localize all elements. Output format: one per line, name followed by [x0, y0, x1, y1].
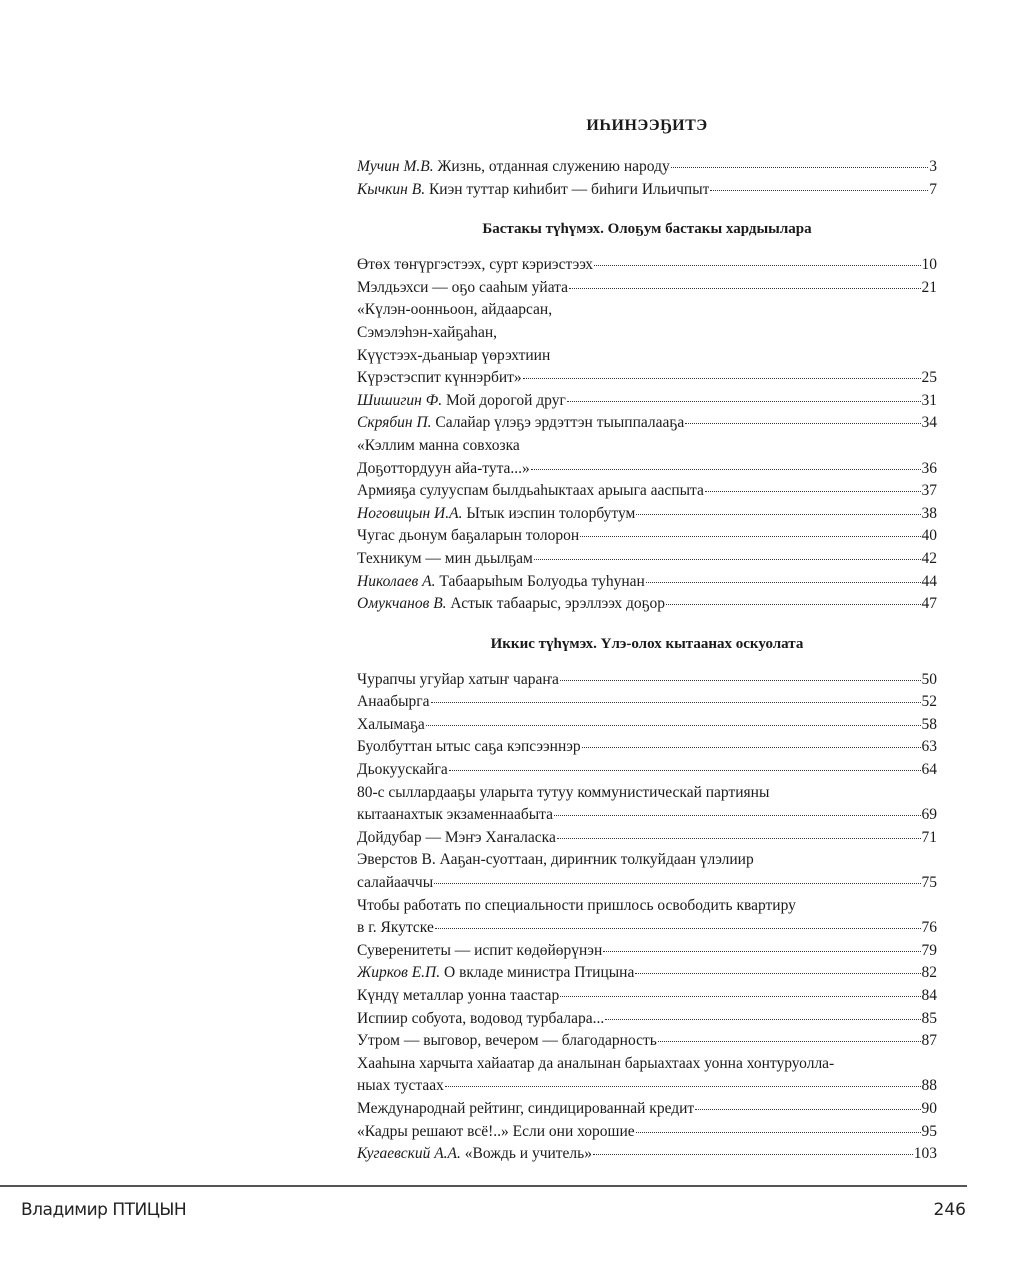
- dot-leader: [435, 928, 921, 929]
- toc-entry-text: [357, 390, 566, 413]
- toc-entry[interactable]: [357, 503, 937, 526]
- toc-entry-row: [357, 985, 937, 1008]
- toc-entry-line-text: Ааҕан-суоттаан, дириҥник толкуйдаан үлэлиир: [439, 851, 754, 869]
- toc-entry-text: [357, 1008, 604, 1031]
- dot-leader: [560, 996, 920, 997]
- dot-leader: [431, 702, 921, 703]
- toc-entry-row: [357, 872, 937, 895]
- toc-entry-author: Кугаевский А.А.: [357, 1145, 461, 1163]
- toc-entry-row: [357, 714, 937, 737]
- toc-entry-text: [357, 480, 704, 503]
- toc-entry-text: [357, 759, 448, 782]
- toc-entry-row: [357, 179, 937, 202]
- toc-entry-page: 44: [921, 572, 937, 590]
- dot-leader: [605, 1019, 920, 1020]
- toc-entry-title: кытаанахтык экзаменнаабыта: [357, 806, 553, 824]
- toc-entry-row: [357, 691, 937, 714]
- toc-entry-row: [357, 571, 937, 594]
- toc-entry-author: Эверстов В.: [357, 851, 436, 869]
- toc-entry-text: [357, 254, 593, 277]
- toc-entry[interactable]: [357, 962, 937, 985]
- toc-entry-author: Омукчанов В.: [357, 595, 447, 613]
- toc-entry-text: [357, 669, 559, 692]
- toc-entry-row: [357, 917, 937, 940]
- toc-entry-text: [357, 736, 581, 759]
- toc-entry-title: в г. Якутске: [357, 919, 434, 937]
- dot-leader: [580, 536, 920, 537]
- toc-entry-title: Дьокуускайга: [357, 761, 448, 779]
- toc-entry-title: Ытык иэспин толорбутум: [466, 504, 636, 522]
- toc-entry-row: [357, 1030, 937, 1053]
- dot-leader: [434, 883, 920, 884]
- toc-entry-title: Мэлдьэхси — оҕо сааһым уйата: [357, 278, 569, 296]
- toc-entry-page: 3: [929, 158, 937, 175]
- toc-entry-page: 34: [921, 414, 937, 432]
- toc-entry-row: [357, 940, 937, 963]
- toc-entry-text: [357, 503, 635, 526]
- toc-entry-text: [357, 458, 530, 481]
- toc-entry-title: Армияҕа сулууспам былдьаһыктаах арыыга ааспыта: [357, 482, 704, 500]
- toc-entry-text: [357, 525, 579, 548]
- toc-entry-page: 85: [921, 1009, 937, 1027]
- section-title: Иккис түһүмэх. Үлэ-олох кытаанах оскуолата: [490, 635, 804, 652]
- toc-entry-title: Испиир собуота, водовод турбалара...: [357, 1009, 605, 1027]
- toc-entry-line-text: Чтобы работать по специальности пришлось освободить квартиру: [357, 896, 796, 914]
- toc-entry-text: [357, 917, 434, 940]
- toc-entry-author: Шишигин Ф.: [357, 391, 443, 409]
- toc-entry-text: [357, 277, 568, 300]
- dot-leader: [569, 288, 920, 289]
- toc-entry-text: [357, 571, 645, 594]
- toc-entry[interactable]: [357, 277, 937, 300]
- toc-entry-page: 31: [921, 391, 937, 409]
- footer-author: Владимир ПТИЦЫН: [21, 1200, 187, 1220]
- toc-sections: [357, 218, 937, 1166]
- toc-entry-page: 87: [921, 1032, 937, 1050]
- toc-entry-title: Күрэстэспит күннэрбит»: [357, 369, 522, 387]
- toc-entry[interactable]: [357, 1053, 937, 1098]
- toc-entry[interactable]: [357, 435, 937, 480]
- toc-entry-page: 95: [921, 1122, 937, 1140]
- toc-entry-text: [357, 548, 533, 571]
- table-of-contents: [357, 112, 937, 1166]
- toc-entry[interactable]: [357, 1121, 937, 1144]
- toc-entry-text: [357, 367, 522, 390]
- toc-entry-title: Киэн туттар киһибит — биһиги Ильичпыт: [428, 180, 710, 198]
- toc-entry-row: [357, 412, 937, 435]
- toc-entry-row: [357, 759, 937, 782]
- dot-leader: [594, 265, 920, 266]
- toc-entry-page: 42: [921, 549, 937, 567]
- toc-entry-line-text: Хааһына харчыта хайаатар да аналынан барыахтаах уонна хонтуруолла-: [357, 1054, 835, 1072]
- dot-leader: [531, 469, 921, 470]
- dot-leader: [557, 838, 921, 839]
- toc-entry-page: 58: [921, 715, 937, 733]
- toc-entry-title: О вкладе министра Птицына: [444, 964, 635, 982]
- toc-entry-row: [357, 548, 937, 571]
- toc-entry-title: Анаабырга: [357, 693, 430, 711]
- toc-entry-title: Мой дорогой друг: [445, 391, 566, 409]
- toc-entry-title: «Кадры решают всё!..» Если они хорошие: [357, 1122, 635, 1140]
- toc-entry[interactable]: [357, 548, 937, 571]
- toc-entry-page: 25: [921, 369, 937, 387]
- toc-entry-title: ныах тустаах: [357, 1077, 444, 1095]
- toc-entry-text: [357, 156, 670, 179]
- toc-entry[interactable]: [357, 940, 937, 963]
- toc-entry-title: Техникум — мин дьылҕам: [357, 549, 533, 567]
- dot-leader: [636, 514, 920, 515]
- toc-entry-line: [357, 299, 937, 322]
- toc-entry-title: Жизнь, отданная служению народу: [437, 158, 670, 175]
- dot-leader: [603, 951, 920, 952]
- toc-entry-line-text: Күүстээх-дьаныар үөрэхтиин: [357, 346, 551, 364]
- toc-entry[interactable]: [357, 571, 937, 594]
- toc-entry-page: 75: [921, 874, 937, 892]
- toc-entry-text: [357, 1143, 592, 1166]
- toc-entry-text: [357, 691, 430, 714]
- toc-entry-row: [357, 480, 937, 503]
- toc-entry-page: 79: [921, 941, 937, 959]
- toc-entry-text: [357, 593, 665, 616]
- toc-entry[interactable]: [357, 299, 937, 389]
- toc-entry-title: Салайар үлэҕэ эрдэттэн тыыппалааҕа: [435, 414, 685, 432]
- dot-leader: [710, 190, 928, 191]
- dot-leader: [449, 770, 921, 771]
- dot-leader: [560, 680, 921, 681]
- toc-entry-title: Суверенитеты — испит көдөйөрүнэн: [357, 941, 603, 959]
- toc-entry-page: 50: [921, 670, 937, 688]
- toc-entry-row: [357, 503, 937, 526]
- toc-entry[interactable]: [357, 714, 937, 737]
- toc-entry-row: [357, 458, 937, 481]
- toc-entry-title: Международнай рейтинг, синдицированнай кредит: [357, 1099, 695, 1117]
- toc-entry-author: Кычкин В.: [357, 180, 426, 198]
- toc-entry-line-text: «Күлэн-оонньоон, айдаарсан,: [357, 301, 553, 319]
- toc-entry-text: [357, 179, 709, 202]
- toc-entry-page: 71: [921, 828, 937, 846]
- toc-entry-line: [357, 322, 937, 345]
- toc-entry-title: Халымаҕа: [357, 715, 425, 733]
- toc-entry[interactable]: [357, 895, 937, 940]
- toc-entry-row: [357, 593, 937, 616]
- toc-entry[interactable]: [357, 412, 937, 435]
- toc-entry-line: [357, 782, 937, 805]
- toc-entry-author: Скрябин П.: [357, 414, 432, 432]
- toc-entry-page: 82: [921, 964, 937, 982]
- toc-entry-page: 36: [921, 459, 937, 477]
- toc-entry-title: салайааччы: [357, 874, 434, 892]
- toc-entry[interactable]: [357, 480, 937, 503]
- toc-entry[interactable]: [357, 1143, 937, 1166]
- section-title: Бастакы түһүмэх. Олоҕум бастакы хардыылара: [482, 221, 812, 238]
- toc-entry-text: [357, 962, 634, 985]
- toc-entry-row: [357, 1098, 937, 1121]
- toc-entry-row: [357, 962, 937, 985]
- toc-entry-author: Мучин М.В.: [357, 158, 434, 175]
- toc-entry-page: 88: [921, 1077, 937, 1095]
- dot-leader: [635, 973, 920, 974]
- toc-entry-row: [357, 525, 937, 548]
- dot-leader: [445, 1086, 921, 1087]
- toc-entry-title: Чурапчы угуйар хатыҥ чараҥа: [357, 670, 559, 688]
- toc-entry[interactable]: [357, 827, 937, 850]
- toc-entry-page: 76: [921, 919, 937, 937]
- toc-entry-row: [357, 1008, 937, 1031]
- toc-entry-text: [357, 827, 556, 850]
- toc-entry-line-text: «Кэллим манна совхозка: [357, 436, 520, 454]
- toc-entry-row: [357, 736, 937, 759]
- toc-entry-line: [357, 345, 937, 368]
- toc-entry-text: [357, 1098, 694, 1121]
- toc-entry-author: Ноговицын И.А.: [357, 504, 463, 522]
- toc-entry-title: Дойдубар — Мэҥэ Хаҥаласка: [357, 828, 556, 846]
- toc-section: [357, 218, 937, 616]
- toc-entry[interactable]: [357, 179, 937, 202]
- toc-entry-page: 21: [921, 278, 937, 296]
- toc-entry-line: [357, 849, 937, 872]
- dot-leader: [534, 559, 921, 560]
- toc-entry-row: [357, 804, 937, 827]
- toc-entry-text: [357, 412, 684, 435]
- toc-entry-row: [357, 367, 937, 390]
- toc-entry-title: Өтөх төҥүргэстээх, сурт кэриэстээх: [357, 256, 594, 274]
- toc-entry-title: Утром — выговор, вечером — благодарность: [357, 1032, 657, 1050]
- toc-entry-line: [357, 895, 937, 918]
- dot-leader: [705, 491, 921, 492]
- toc-entry-line: [357, 1053, 937, 1076]
- toc-entry-text: [357, 872, 433, 895]
- toc-entry[interactable]: [357, 1030, 937, 1053]
- toc-entry[interactable]: [357, 759, 937, 782]
- toc-entry-page: 69: [921, 806, 937, 824]
- toc-entry[interactable]: [357, 985, 937, 1008]
- toc-entry-page: 84: [921, 987, 937, 1004]
- toc-entry-row: [357, 277, 937, 300]
- dot-leader: [567, 401, 921, 402]
- dot-leader: [426, 725, 921, 726]
- footer-divider: [0, 1185, 967, 1187]
- toc-entry-text: [357, 985, 559, 1008]
- dot-leader: [671, 167, 929, 168]
- toc-entry-line-text: Сэмэлэһэн-хайҕаһан,: [357, 323, 498, 341]
- toc-entry-page: 37: [921, 482, 937, 500]
- dot-leader: [582, 747, 921, 748]
- toc-intro: [357, 156, 937, 201]
- toc-entry[interactable]: [357, 782, 937, 827]
- toc-entry[interactable]: [357, 736, 937, 759]
- toc-entry[interactable]: [357, 390, 937, 413]
- dot-leader: [554, 815, 921, 816]
- toc-entry-title: Доҕоттордуун айа-тута...»: [357, 459, 530, 477]
- toc-entry-text: [357, 804, 553, 827]
- toc-entry-text: [357, 714, 425, 737]
- toc-entry-row: [357, 254, 937, 277]
- toc-entry-row: [357, 669, 937, 692]
- toc-entry-page: 40: [921, 527, 937, 545]
- dot-leader: [695, 1109, 920, 1110]
- dot-leader: [685, 423, 920, 424]
- dot-leader: [636, 1132, 921, 1133]
- toc-entry[interactable]: [357, 1008, 937, 1031]
- toc-entry-row: [357, 1143, 937, 1166]
- toc-entry-page: 103: [913, 1145, 937, 1163]
- toc-entry-page: 52: [921, 693, 937, 711]
- toc-entry-row: [357, 1121, 937, 1144]
- toc-entry-row: [357, 1075, 937, 1098]
- toc-entry-title: «Вождь и учитель»: [464, 1145, 592, 1163]
- toc-entry-page: 63: [921, 738, 937, 756]
- dot-leader: [593, 1154, 913, 1155]
- toc-entry[interactable]: [357, 669, 937, 692]
- footer-page-number: 246: [933, 1200, 966, 1220]
- toc-entry-line-text: 80-с сыллардааҕы уларыта тутуу коммунистическай партияны: [357, 783, 770, 801]
- toc-title: ИҺИНЭЭҔИТЭ: [586, 117, 708, 134]
- toc-entry-text: [357, 1121, 635, 1144]
- toc-entry[interactable]: [357, 156, 937, 179]
- toc-entry[interactable]: [357, 1098, 937, 1121]
- toc-entry-page: 64: [921, 761, 937, 779]
- toc-entry-title: Буолбуттан ытыс саҕа кэпсээннэр: [357, 738, 581, 756]
- toc-entry[interactable]: [357, 593, 937, 616]
- toc-entry-page: 90: [921, 1099, 937, 1117]
- toc-entry-author: Жирков Е.П.: [357, 964, 441, 982]
- toc-entry-page: 7: [929, 180, 937, 198]
- toc-entry-text: [357, 1075, 444, 1098]
- toc-entry-text: [357, 940, 602, 963]
- dot-leader: [666, 604, 920, 605]
- toc-entry-row: [357, 827, 937, 850]
- toc-entry-row: [357, 390, 937, 413]
- toc-entry-title: Табаарыһым Болуодьа туһунан: [439, 572, 645, 590]
- dot-leader: [523, 378, 921, 379]
- toc-entry-line: [357, 435, 937, 458]
- toc-entry-title: Күндү металлар уонна таастар: [357, 987, 560, 1004]
- toc-entry[interactable]: [357, 849, 937, 894]
- toc-entry-page: 38: [921, 504, 937, 522]
- toc-entry-row: [357, 156, 937, 179]
- toc-section: [357, 633, 937, 1166]
- toc-entry[interactable]: [357, 691, 937, 714]
- toc-entry-author: Николаев А.: [357, 572, 436, 590]
- toc-entry-title: Астык табаарыс, эрэллээх доҕор: [450, 595, 666, 613]
- toc-entry-page: 47: [921, 595, 937, 613]
- toc-entry-page: 10: [921, 256, 937, 274]
- toc-entry[interactable]: [357, 525, 937, 548]
- toc-entry[interactable]: [357, 254, 937, 277]
- toc-entry-text: [357, 1030, 657, 1053]
- toc-entry-title: Чугас дьонум баҕаларын толорон: [357, 527, 580, 545]
- dot-leader: [658, 1041, 921, 1042]
- dot-leader: [646, 582, 921, 583]
